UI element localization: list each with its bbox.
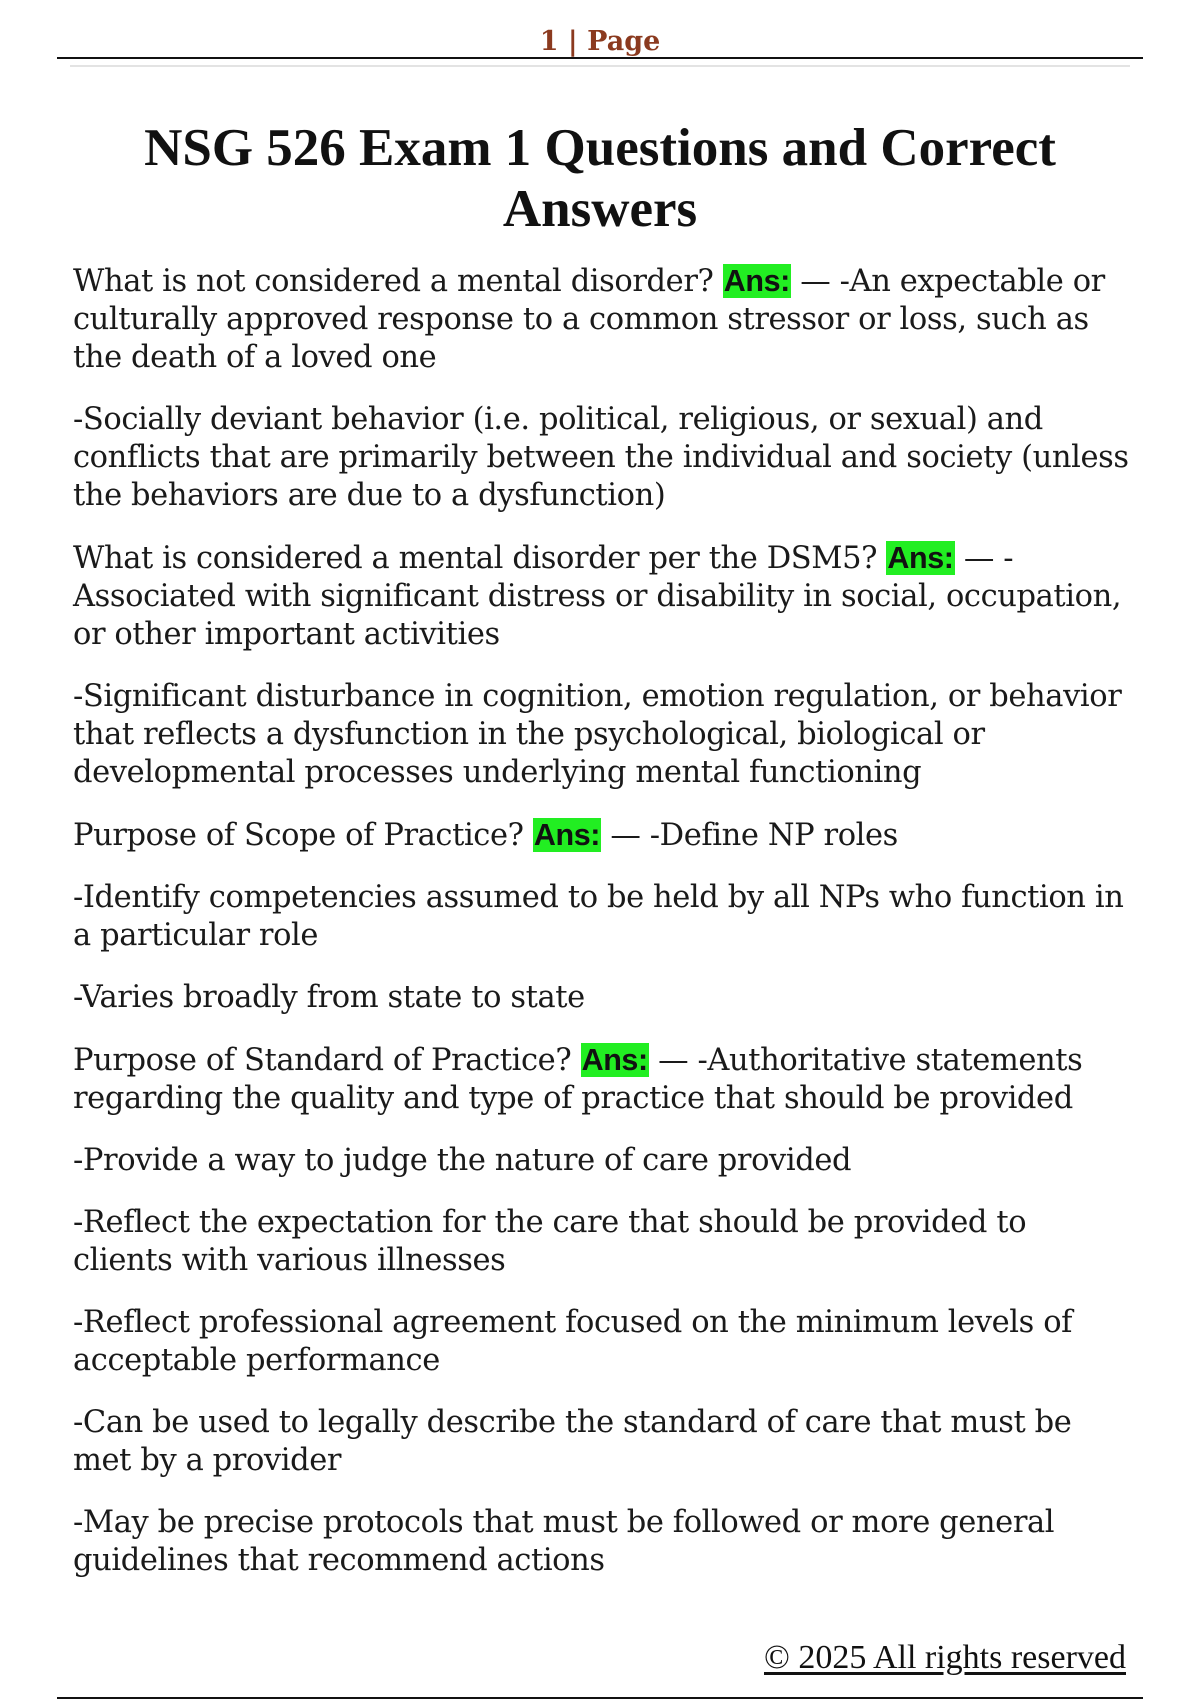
answer-dash: — bbox=[658, 1043, 689, 1078]
answer-text: -Associated with significant distress or disability in social, occupation, or other important activities bbox=[73, 541, 1122, 652]
qa-paragraph bbox=[73, 816, 1133, 855]
answer-continuation: -Reflect professional agreement focused on the minimum levels of acceptable performance bbox=[73, 1305, 1073, 1378]
answer-highlight-tag: Ans: bbox=[581, 1043, 648, 1077]
copyright-notice: © 2025 All rights reserved bbox=[764, 1639, 1126, 1676]
answer-continuation: -Varies broadly from state to state bbox=[73, 980, 585, 1015]
page-number-header: 1 | Page bbox=[539, 26, 661, 57]
answer-dash: — bbox=[610, 818, 641, 853]
answer-continuation: -Significant disturbance in cognition, emotion regulation, or behavior that reflects a dysfunction in the psychological, biological or developmental processes underlying mental functioning bbox=[73, 679, 1122, 790]
answer-dash: — bbox=[963, 541, 994, 576]
answer-continuation: -May be precise protocols that must be followed or more general guidelines that recommend actions bbox=[73, 1505, 1055, 1578]
header-divider bbox=[57, 57, 1143, 59]
qa-paragraph bbox=[73, 539, 1133, 654]
answer-highlight-tag: Ans: bbox=[533, 818, 601, 852]
answer-text: -An expectable or culturally approved response to a common stressor or loss, such as the death of a loved one bbox=[73, 264, 1105, 375]
answer-continuation: -Provide a way to judge the nature of care provided bbox=[73, 1143, 852, 1178]
question-text: Purpose of Standard of Practice? bbox=[73, 1043, 572, 1078]
answer-highlight-tag: Ans: bbox=[887, 541, 954, 575]
qa-paragraph bbox=[73, 1041, 1133, 1118]
header-divider-shadow bbox=[70, 65, 1130, 67]
answer-text: -Authoritative statements regarding the quality and type of practice that should be provided bbox=[73, 1043, 1083, 1116]
answer-dash: — bbox=[800, 264, 831, 299]
answer-continuation: -Can be used to legally describe the standard of care that must be met by a provider bbox=[73, 1405, 1072, 1478]
answer-highlight-tag: Ans: bbox=[723, 264, 790, 298]
question-text: What is not considered a mental disorder? bbox=[73, 264, 714, 299]
question-text: What is considered a mental disorder per the DSM5? bbox=[73, 541, 878, 576]
answer-continuation: -Socially deviant behavior (i.e. political, religious, or sexual) and conflicts that are primarily between the individual and society (unless the behaviors are due to a dysfunction) bbox=[73, 402, 1129, 513]
document-title: NSG 526 Exam 1 Questions and Correct Answers bbox=[144, 119, 1056, 238]
answer-continuation: -Identify competencies assumed to be held by all NPs who function in a particular role bbox=[73, 880, 1124, 953]
answer-continuation: -Reflect the expectation for the care that should be provided to clients with various illnesses bbox=[73, 1205, 1027, 1278]
footer-divider bbox=[57, 1697, 1143, 1699]
answer-text: -Define NP roles bbox=[649, 818, 898, 853]
document-body bbox=[73, 262, 1133, 1604]
qa-paragraph bbox=[73, 262, 1133, 377]
question-text: Purpose of Scope of Practice? bbox=[73, 818, 524, 853]
